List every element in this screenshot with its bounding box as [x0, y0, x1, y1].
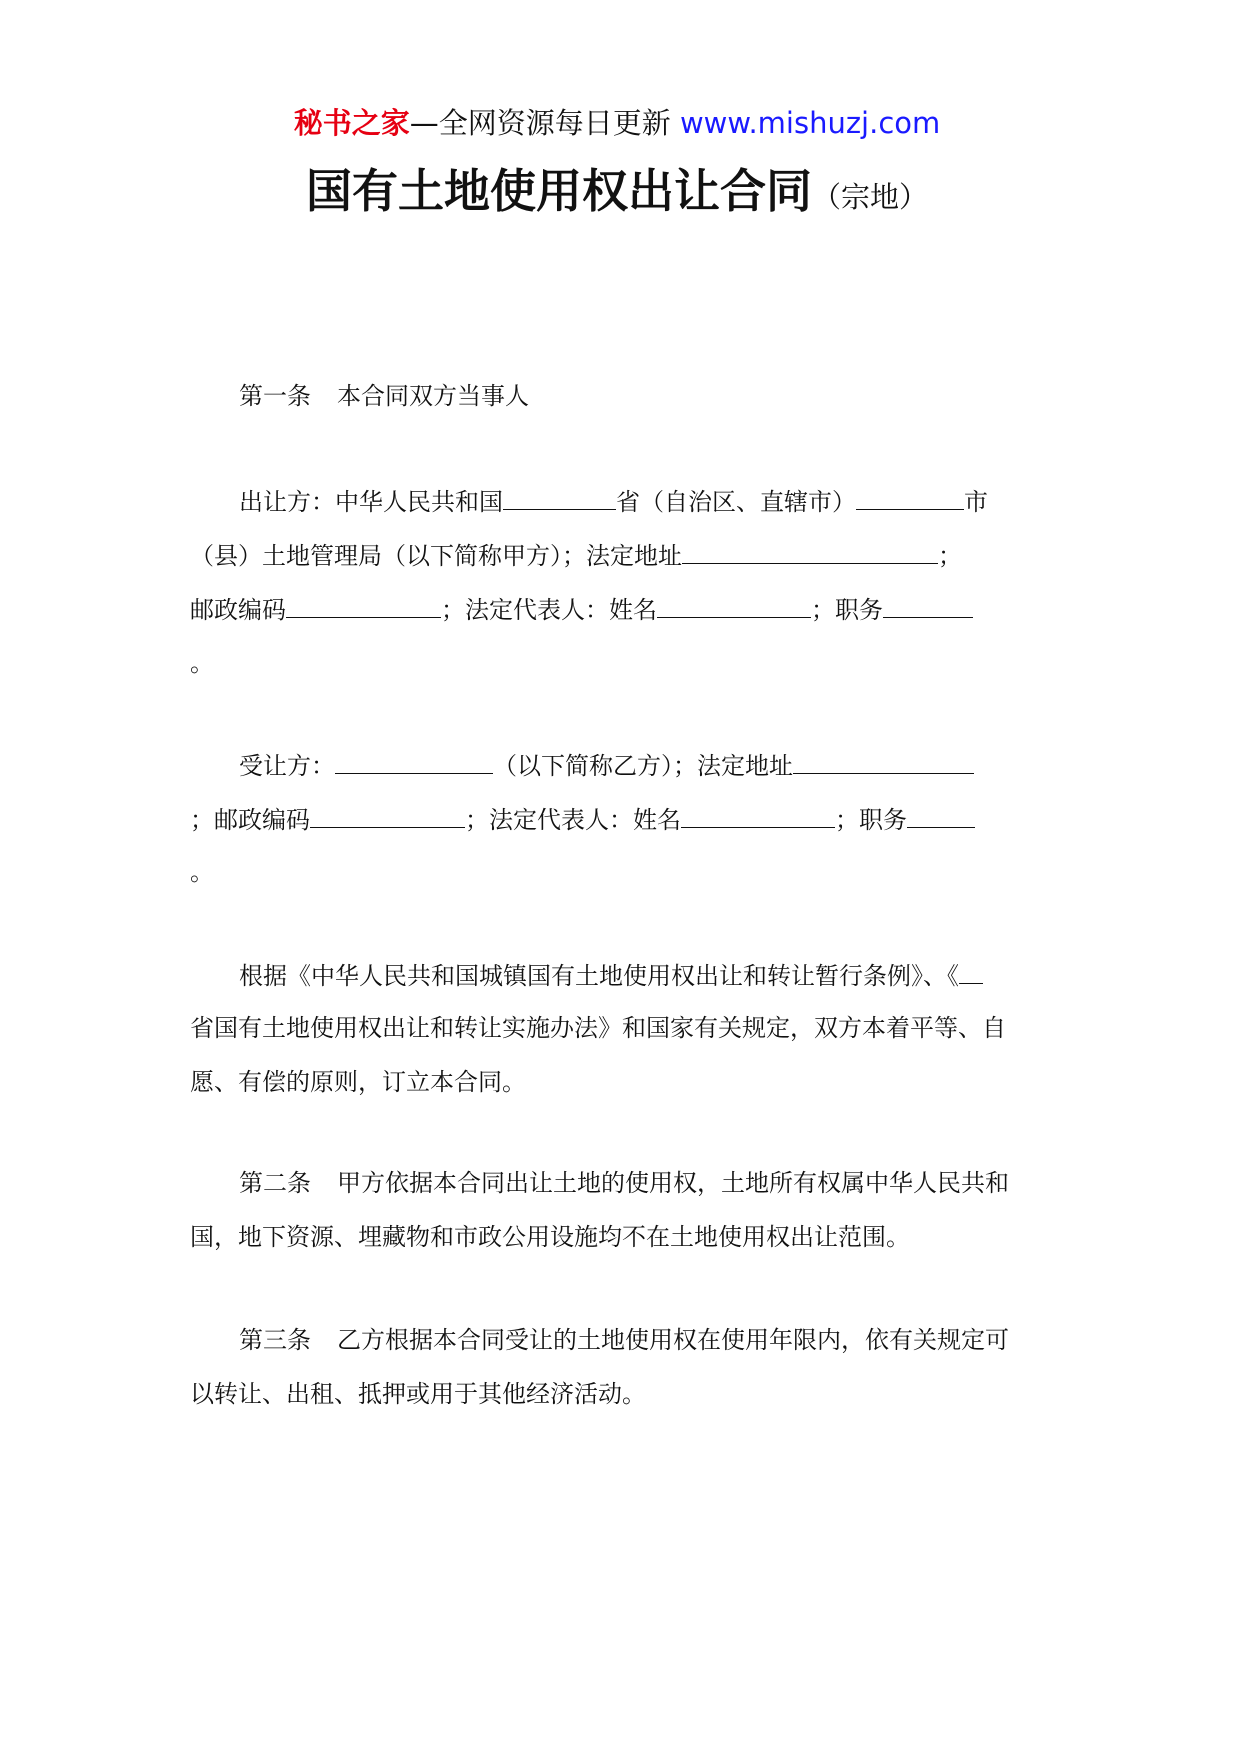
grantee-address-blank — [793, 747, 974, 774]
article2-text-1: 甲方依据本合同出让土地的使用权，土地所有权属中华人民共和 — [337, 1169, 1009, 1197]
article2-heading: 第二条 — [239, 1169, 311, 1197]
basis-text-3: 愿、有偿的原则，订立本合同。 — [190, 1068, 526, 1096]
grantor-period: 。 — [190, 649, 214, 677]
site-banner — [0, 103, 1234, 143]
grantee-postcode-label: ；邮政编码 — [190, 806, 310, 834]
grantee-address-label: （以下简称乙方）；法定地址 — [493, 752, 793, 780]
article3-text-1: 乙方根据本合同受让的土地使用权在使用年限内，依有关规定可 — [337, 1326, 1009, 1354]
grantee-postcode-blank — [310, 801, 465, 828]
grantor-postcode-blank — [286, 591, 441, 618]
basis-text-1: 根据《中华人民共和国城镇国有土地使用权出让和转让暂行条例》、《 — [239, 962, 959, 990]
article3-line-1 — [239, 1323, 1009, 1357]
grantor-title-label: ；职务 — [811, 596, 883, 624]
title-main: 国有土地使用权出让合同 — [305, 164, 812, 218]
grantor-label: 出让方：中华人民共和国 — [239, 488, 503, 516]
grantor-line-4 — [190, 646, 214, 680]
grantor-line-3 — [190, 591, 973, 625]
basis-line-2 — [190, 1011, 1006, 1045]
grantee-rep-label: ；法定代表人：姓名 — [465, 806, 681, 834]
article2-line-1 — [239, 1166, 1009, 1200]
article3-text-2: 以转让、出租、抵押或用于其他经济活动。 — [190, 1380, 646, 1408]
grantee-line-2 — [190, 801, 975, 835]
grantor-postcode-label: 邮政编码 — [190, 596, 286, 624]
grantee-line-1 — [239, 747, 974, 781]
basis-line-3 — [190, 1065, 526, 1099]
grantee-label: 受让方： — [239, 752, 335, 780]
grantor-address-label: （县）土地管理局（以下简称甲方）；法定地址 — [190, 542, 682, 570]
city-text: 市 — [964, 488, 988, 516]
grantee-name-blank — [335, 747, 493, 774]
article1-heading-text: 本合同双方当事人 — [337, 382, 529, 410]
grantee-title-label: ；职务 — [835, 806, 907, 834]
grantee-title-blank — [907, 801, 975, 828]
article1-heading-line — [239, 379, 529, 413]
grantee-line-3 — [190, 855, 214, 889]
banner-brand: 秘书之家 — [293, 106, 410, 140]
grantor-address-end: ； — [938, 542, 962, 570]
grantor-rep-label: ；法定代表人：姓名 — [441, 596, 657, 624]
basis-province-blank — [959, 957, 983, 984]
grantor-title-blank — [883, 591, 973, 618]
grantee-rep-blank — [681, 801, 835, 828]
banner-tagline: —全网资源每日更新 — [409, 106, 680, 140]
title-sub: （宗地） — [811, 180, 928, 214]
grantor-line-2 — [190, 537, 962, 571]
grantor-line-1 — [239, 483, 988, 517]
article1-heading: 第一条 — [239, 382, 311, 410]
province-text: 省（自治区、直辖市） — [616, 488, 856, 516]
grantor-rep-blank — [657, 591, 811, 618]
province-blank — [503, 483, 616, 510]
grantor-address-blank — [682, 537, 938, 564]
city-blank — [856, 483, 964, 510]
article3-heading: 第三条 — [239, 1326, 311, 1354]
grantee-period: 。 — [190, 858, 214, 886]
article2-line-2 — [190, 1220, 910, 1254]
document-title — [0, 155, 1234, 221]
basis-text-2: 省国有土地使用权出让和转让实施办法》和国家有关规定，双方本着平等、自 — [190, 1014, 1006, 1042]
basis-line-1 — [239, 957, 983, 991]
banner-url[interactable]: www.mishuzj.com — [679, 106, 941, 140]
article2-text-2: 国，地下资源、埋藏物和市政公用设施均不在土地使用权出让范围。 — [190, 1223, 910, 1251]
article3-line-2 — [190, 1377, 646, 1411]
